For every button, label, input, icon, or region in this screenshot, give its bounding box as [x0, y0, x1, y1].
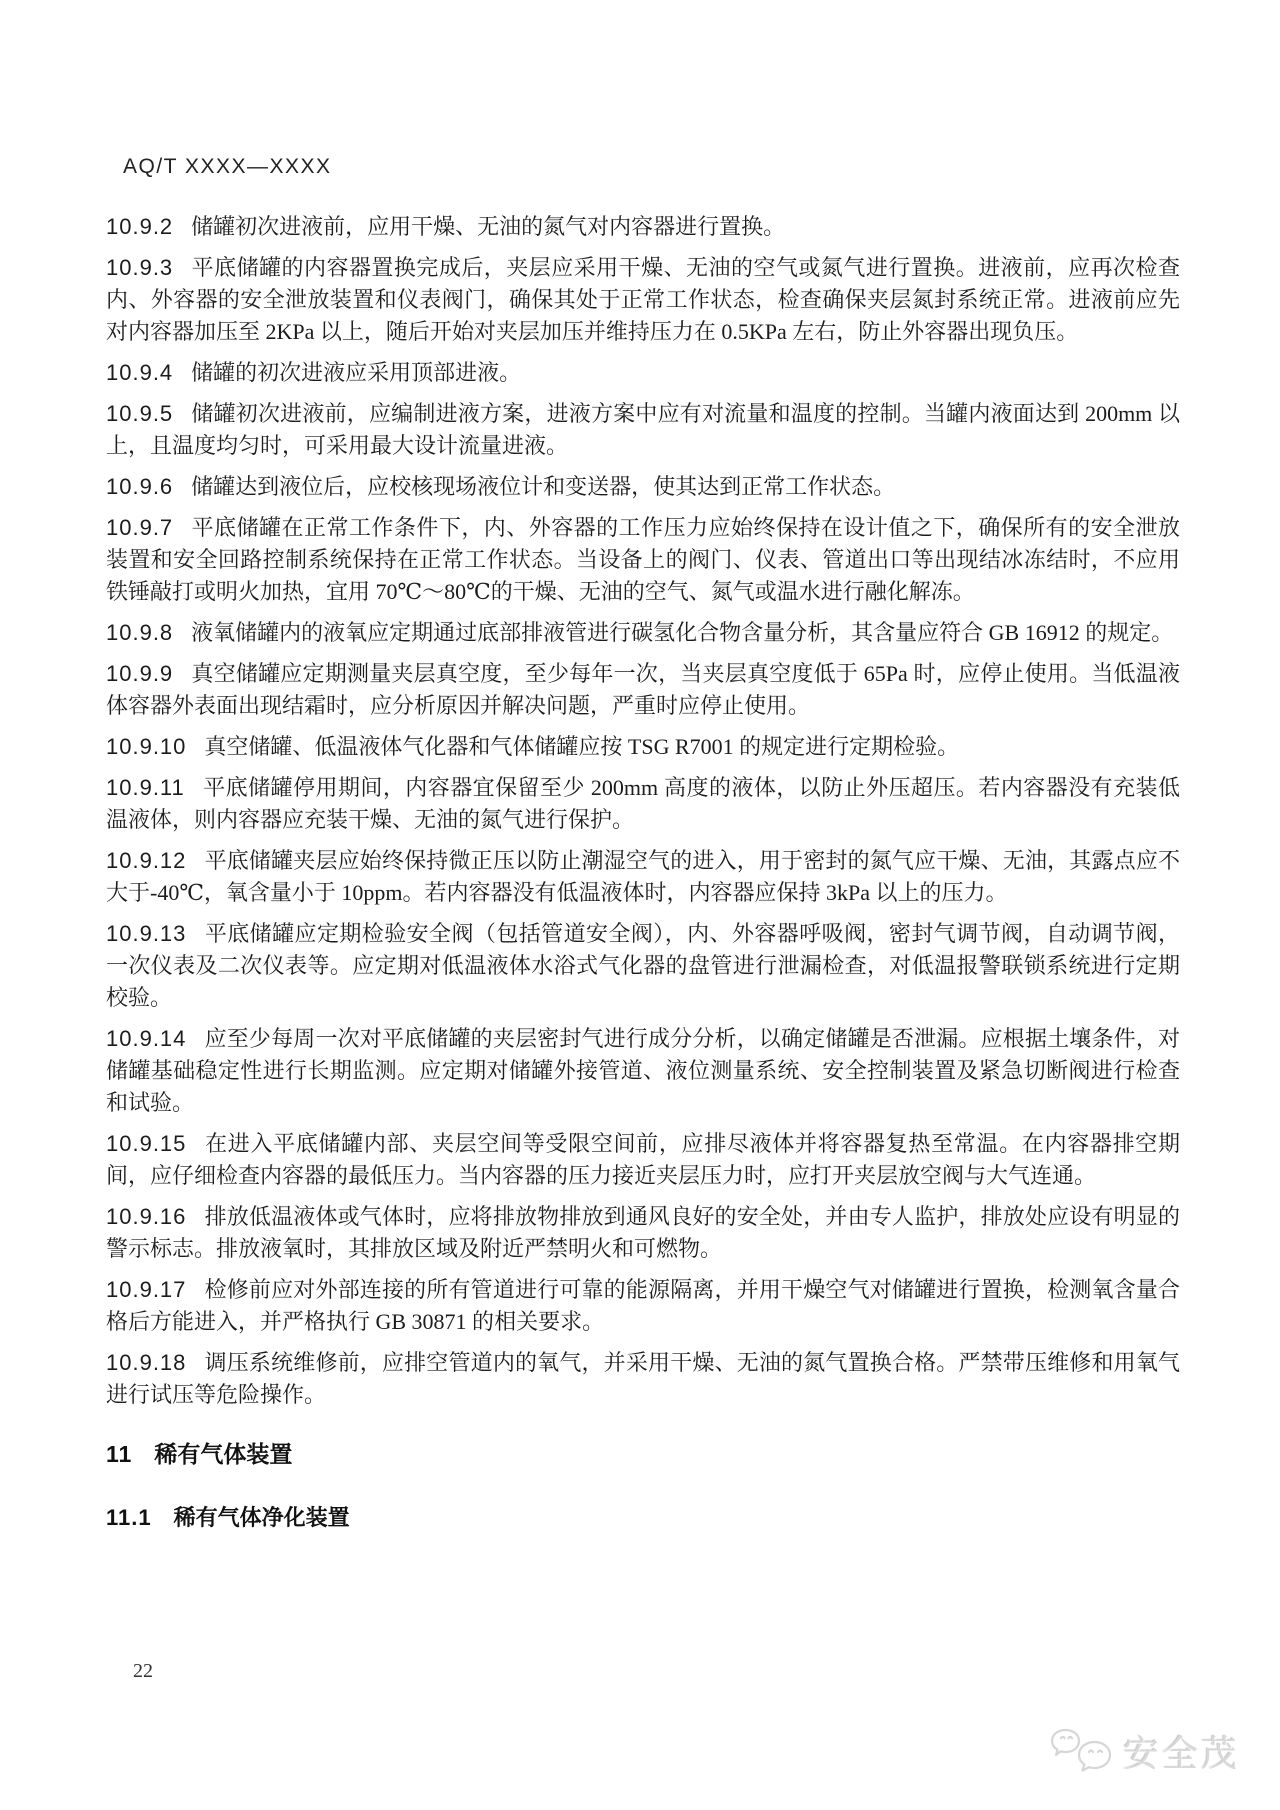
- clause-text: 储罐初次进液前，应编制进液方案，进液方案中应有对流量和温度的控制。当罐内液面达到 200mm 以上，且温度均匀时，可采用最大设计流量进液。: [106, 401, 1180, 458]
- clause-number: 10.9.17: [106, 1277, 187, 1302]
- clause-number: 10.9.2: [106, 214, 174, 239]
- page-number: 22: [133, 1660, 153, 1682]
- clause-text: 真空储罐、低温液体气化器和气体储罐应按 TSG R7001 的规定进行定期检验。: [204, 734, 960, 759]
- section-heading-11: [106, 1441, 1180, 1467]
- clause-text: 排放低温液体或气体时，应将排放物排放到通风良好的安全处，并由专人监护，排放处应设有明显的警示标志。排放液氧时，其排放区域及附近严禁明火和可燃物。: [106, 1204, 1180, 1261]
- clause-text: 平底储罐应定期检验安全阀（包括管道安全阀），内、外容器呼吸阀，密封气调节阀，自动调节阀，一次仪表及二次仪表等。应定期对低温液体水浴式气化器的盘管进行泄漏检查，对低温报警联锁系统进行定期校验。: [106, 921, 1180, 1010]
- clause-number: 10.9.15: [106, 1131, 187, 1156]
- clause-10-9-6: [106, 471, 1180, 503]
- watermark-text: 安全茂: [1122, 1733, 1240, 1774]
- clause-number: 10.9.12: [106, 848, 187, 873]
- clause-text: 储罐的初次进液应采用顶部进液。: [191, 360, 522, 385]
- clause-10-9-17: [106, 1274, 1180, 1338]
- clause-10-9-8: [106, 617, 1180, 649]
- clause-10-9-15: [106, 1128, 1180, 1192]
- chat-bubbles-icon: [1049, 1727, 1113, 1777]
- clause-10-9-2: [106, 211, 1180, 243]
- clause-10-9-13: [106, 918, 1180, 1014]
- clause-number: 10.9.14: [106, 1026, 187, 1051]
- section-title: 稀有气体净化装置: [173, 1505, 350, 1530]
- clause-10-9-4: [106, 357, 1180, 389]
- clause-text: 液氧储罐内的液氧应定期通过底部排液管进行碳氢化合物含量分析，其含量应符合 GB 16912 的规定。: [191, 620, 1174, 645]
- clause-number: 10.9.10: [106, 734, 187, 759]
- clause-text: 平底储罐停用期间，内容器宜保留至少 200mm 高度的液体，以防止外压超压。若内容器没有充装低温液体，则内容器应充装干燥、无油的氮气进行保护。: [106, 775, 1180, 832]
- doc-code-header: AQ/T XXXX—XXXX: [123, 155, 332, 178]
- clause-10-9-7: [106, 512, 1180, 608]
- clause-text: 储罐达到液位后，应校核现场液位计和变送器，使其达到正常工作状态。: [191, 474, 896, 499]
- clause-number: 10.9.4: [106, 360, 174, 385]
- clause-number: 10.9.7: [106, 515, 174, 540]
- clause-text: 在进入平底储罐内部、夹层空间等受限空间前，应排尽液体并将容器复热至常温。在内容器排空期间，应仔细检查内容器的最低压力。当内容器的压力接近夹层压力时，应打开夹层放空阀与大气连通。: [106, 1131, 1180, 1188]
- clause-text: 检修前应对外部连接的所有管道进行可靠的能源隔离，并用干燥空气对储罐进行置换，检测氧含量合格后方能进入，并严格执行 GB 30871 的相关要求。: [106, 1277, 1180, 1334]
- clause-10-9-3: [106, 252, 1180, 348]
- clause-text: 应至少每周一次对平底储罐的夹层密封气进行成分分析，以确定储罐是否泄漏。应根据土壤条件，对储罐基础稳定性进行长期监测。应定期对储罐外接管道、液位测量系统、安全控制装置及紧急切断阀进行检查和试验。: [106, 1026, 1180, 1115]
- clause-number: 10.9.5: [106, 401, 174, 426]
- clause-number: 10.9.16: [106, 1204, 187, 1229]
- clause-number: 10.9.8: [106, 620, 174, 645]
- clause-10-9-9: [106, 658, 1180, 722]
- clause-number: 10.9.13: [106, 921, 187, 946]
- page-content: [106, 155, 1180, 1531]
- clause-text: 平底储罐夹层应始终保持微正压以防止潮湿空气的进入，用于密封的氮气应干燥、无油，其露点应不大于-40℃，氧含量小于 10ppm。若内容器没有低温液体时，内容器应保持 3kPa 以上的压力。: [106, 848, 1180, 905]
- clause-10-9-11: [106, 772, 1180, 836]
- section-heading-11-1: [106, 1505, 1180, 1531]
- clause-text: 真空储罐应定期测量夹层真空度，至少每年一次，当夹层真空度低于 65Pa 时，应停止使用。当低温液体容器外表面出现结霜时，应分析原因并解决问题，严重时应停止使用。: [106, 661, 1180, 718]
- clause-10-9-10: [106, 731, 1180, 763]
- clause-number: 10.9.11: [106, 775, 185, 800]
- section-title: 稀有气体装置: [154, 1441, 293, 1467]
- clause-text: 调压系统维修前，应排空管道内的氧气，并采用干燥、无油的氮气置换合格。严禁带压维修和用氧气进行试压等危险操作。: [106, 1350, 1180, 1407]
- clause-10-9-12: [106, 845, 1180, 909]
- clause-10-9-18: [106, 1347, 1180, 1411]
- clause-number: 10.9.9: [106, 661, 174, 686]
- section-number: 11: [106, 1441, 133, 1467]
- section-number: 11.1: [106, 1505, 152, 1530]
- clause-list: [106, 211, 1180, 1411]
- clause-10-9-14: [106, 1023, 1180, 1119]
- clause-text: 储罐初次进液前，应用干燥、无油的氮气对内容器进行置换。: [191, 214, 786, 239]
- clause-number: 10.9.6: [106, 474, 174, 499]
- clause-number: 10.9.18: [106, 1350, 187, 1375]
- clause-text: 平底储罐的内容器置换完成后，夹层应采用干燥、无油的空气或氮气进行置换。进液前，应再次检查内、外容器的安全泄放装置和仪表阀门，确保其处于正常工作状态，检查确保夹层氮封系统正常。进液前应先对内容器加压至 2KPa 以上，随后开始对夹层加压并维持压力在 0.5KPa 左右，防止外容器出现负压。: [106, 255, 1180, 344]
- clause-text: 平底储罐在正常工作条件下，内、外容器的工作压力应始终保持在设计值之下，确保所有的安全泄放装置和安全回路控制系统保持在正常工作状态。当设备上的阀门、仪表、管道出口等出现结冰冻结时，不应用铁锤敲打或明火加热，宜用 70℃～80℃的干燥、无油的空气、氮气或温水进行融化解冻。: [106, 515, 1180, 604]
- clause-10-9-16: [106, 1201, 1180, 1265]
- clause-10-9-5: [106, 398, 1180, 462]
- watermark: [1049, 1726, 1240, 1777]
- clause-number: 10.9.3: [106, 255, 174, 280]
